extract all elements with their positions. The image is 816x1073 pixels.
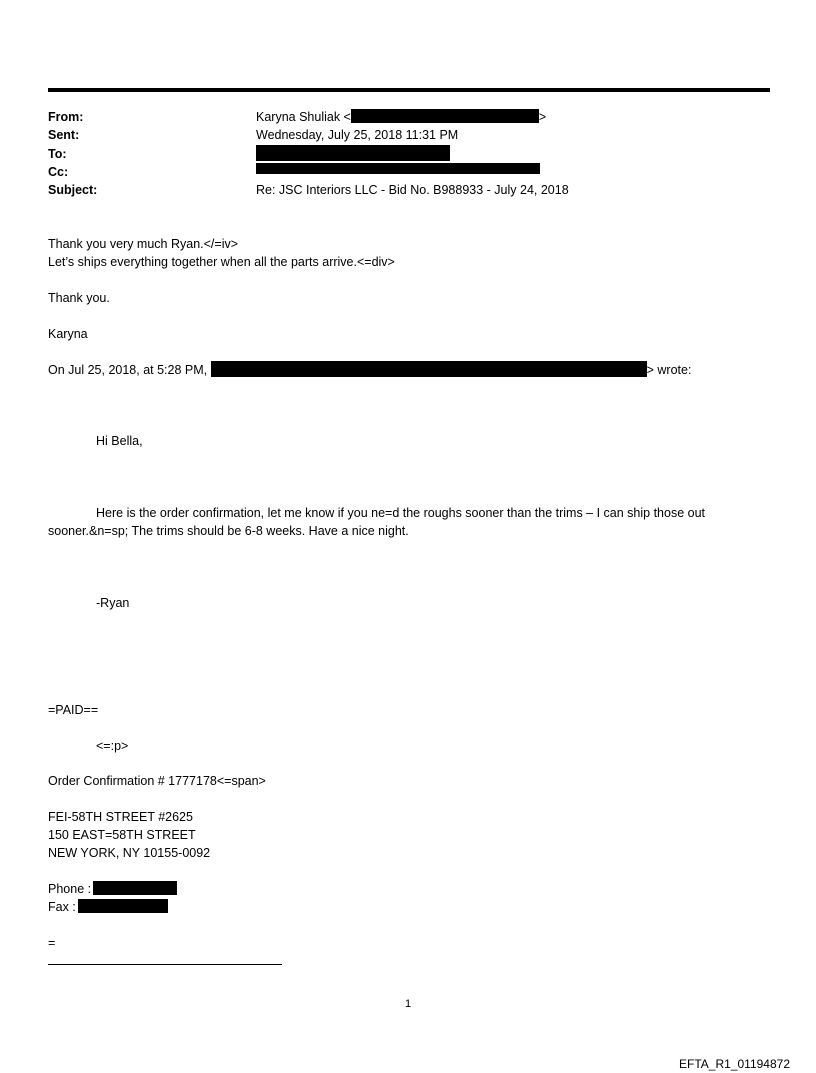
redaction-bar — [211, 361, 647, 377]
redaction-bar — [351, 109, 539, 123]
paragraph-line-1: Here is the order confirmation, let me know if you ne=d the roughs sooner than the trims – I can ship those out — [96, 506, 706, 520]
document-id: EFTA_R1_01194872 — [679, 1057, 790, 1071]
sent-label: Sent: — [48, 128, 80, 142]
cc-label: Cc: — [48, 165, 69, 179]
address-line-1: FEI-58TH STREET #2625 — [48, 810, 193, 824]
paragraph-line-2: sooner.&n=sp; The trims should be 6-8 weeks. Have a nice night. — [48, 524, 409, 538]
address-line-2: 150 EAST=58TH STREET — [48, 828, 196, 842]
from-close: > — [538, 110, 547, 124]
redaction-bar — [93, 881, 177, 895]
page-number: 1 — [404, 998, 412, 1010]
from-value — [256, 108, 546, 126]
footnote-rule — [48, 964, 282, 965]
address-line-3: NEW YORK, NY 10155-0092 — [48, 846, 211, 860]
from-label: From: — [48, 110, 84, 124]
quote-suffix: > wrote: — [646, 363, 692, 377]
subject-label: Subject: — [48, 183, 98, 197]
greeting: Hi Bella, — [96, 434, 143, 448]
body-line-1: Thank you very much Ryan.</=iv> — [48, 237, 239, 251]
header-rule — [48, 88, 770, 92]
quote-prefix: On Jul 25, 2018, at 5:28 PM, — [48, 363, 208, 377]
redaction-bar — [256, 163, 540, 174]
from-name: Karyna Shuliak < — [256, 110, 351, 124]
sent-value: Wednesday, July 25, 2018 11:31 PM — [256, 128, 459, 142]
phone-label: Phone : — [48, 882, 92, 896]
equals-text: = — [48, 936, 56, 950]
to-label: To: — [48, 147, 67, 161]
cc-value — [256, 163, 540, 181]
signature-karyna: Karyna — [48, 327, 88, 341]
tag-p-text: <=:p> — [96, 739, 129, 753]
redaction-bar — [256, 145, 450, 161]
paid-text: =PAID== — [48, 703, 99, 717]
body-line-3: Thank you. — [48, 291, 110, 305]
signature-ryan: -Ryan — [96, 596, 130, 610]
subject-value: Re: JSC Interiors LLC - Bid No. B988933 - July 24, 2018 — [256, 183, 569, 197]
order-confirmation: Order Confirmation # 1777178<=span> — [48, 774, 266, 788]
fax-line — [48, 898, 168, 916]
to-value — [256, 145, 450, 164]
redaction-bar — [78, 899, 168, 913]
fax-label: Fax : — [48, 900, 76, 914]
quote-attribution — [48, 361, 691, 379]
body-line-2: Let’s ships everything together when all the parts arrive.<=div> — [48, 255, 395, 269]
phone-line — [48, 880, 177, 898]
